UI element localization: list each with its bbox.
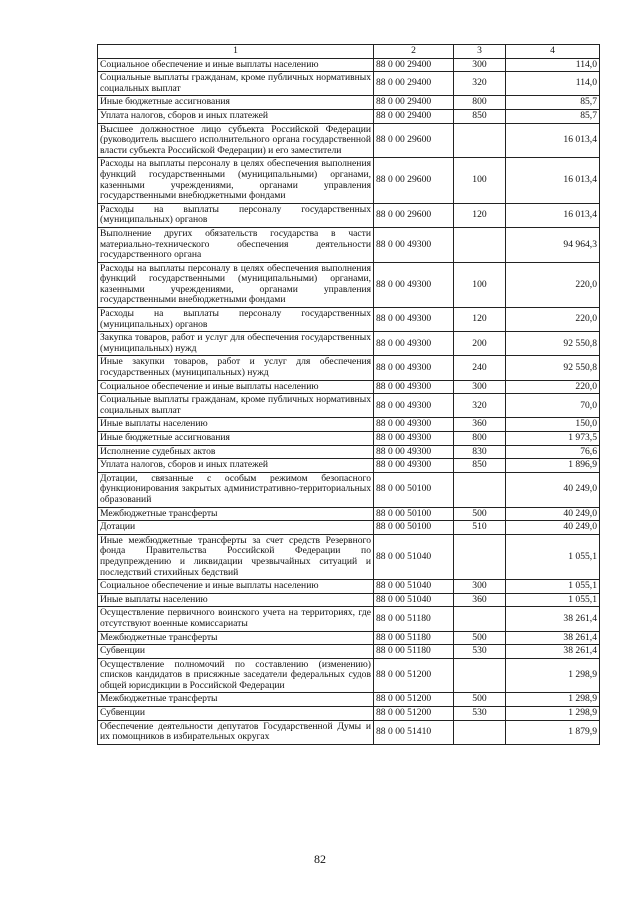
target-code: 88 0 00 51180 — [374, 607, 454, 631]
expense-type: 360 — [454, 418, 506, 432]
table-row — [98, 380, 600, 394]
expense-type: 530 — [454, 707, 506, 721]
header-col-3: 3 — [454, 45, 506, 59]
amount: 16 013,4 — [506, 158, 600, 203]
item-name: Социальные выплаты гражданам, кроме публичных нормативных социальных выплат — [98, 394, 374, 418]
item-name: Расходы на выплаты персоналу в целях обеспечения выполнения функций государственными (муниципальными) органами, казенными учреждениями, органами управления государственными внебюджетными фондами — [98, 158, 374, 203]
expense-type — [454, 472, 506, 507]
target-code: 88 0 00 50100 — [374, 472, 454, 507]
item-name: Выполнение других обязательств государства в части материально-технического обеспечения деятельности государственного органа — [98, 227, 374, 262]
amount: 1 055,1 — [506, 593, 600, 607]
item-name: Уплата налогов, сборов и иных платежей — [98, 109, 374, 123]
item-name: Социальное обеспечение и иные выплаты населению — [98, 580, 374, 594]
target-code: 88 0 00 49300 — [374, 418, 454, 432]
target-code: 88 0 00 29600 — [374, 123, 454, 158]
expense-type: 300 — [454, 380, 506, 394]
target-code: 88 0 00 49300 — [374, 227, 454, 262]
target-code: 88 0 00 50100 — [374, 521, 454, 535]
item-name: Иные закупки товаров, работ и услуг для обеспечения государственных (муниципальных) нужд — [98, 356, 374, 380]
expense-type: 320 — [454, 394, 506, 418]
expense-type: 850 — [454, 459, 506, 473]
item-name: Высшее должностное лицо субъекта Российской Федерации (руководитель высшего исполнительного органа государственной власти субъекта Российской Федерации) и его заместители — [98, 123, 374, 158]
expense-type: 120 — [454, 308, 506, 332]
header-col-1: 1 — [98, 45, 374, 59]
amount: 1 298,9 — [506, 658, 600, 693]
table-row — [98, 645, 600, 659]
table-row — [98, 262, 600, 307]
amount: 16 013,4 — [506, 123, 600, 158]
target-code: 88 0 00 29600 — [374, 158, 454, 203]
item-name: Обеспечение деятельности депутатов Государственной Думы и их помощников в избирательных округах — [98, 720, 374, 744]
table-row — [98, 58, 600, 72]
header-col-4: 4 — [506, 45, 600, 59]
amount: 38 261,4 — [506, 645, 600, 659]
target-code: 88 0 00 51410 — [374, 720, 454, 744]
expense-type: 240 — [454, 356, 506, 380]
expense-type: 300 — [454, 580, 506, 594]
target-code: 88 0 00 51180 — [374, 631, 454, 645]
item-name: Иные бюджетные ассигнования — [98, 432, 374, 446]
item-name: Осуществление полномочий по составлению (изменению) списков кандидатов в присяжные заседатели федеральных судов общей юрисдикции в Российской Федерации — [98, 658, 374, 693]
item-name: Уплата налогов, сборов и иных платежей — [98, 459, 374, 473]
amount: 40 249,0 — [506, 472, 600, 507]
target-code: 88 0 00 51180 — [374, 645, 454, 659]
table-row — [98, 96, 600, 110]
amount: 1 973,5 — [506, 432, 600, 446]
amount: 38 261,4 — [506, 631, 600, 645]
target-code: 88 0 00 29400 — [374, 109, 454, 123]
item-name: Исполнение судебных актов — [98, 445, 374, 459]
table-row — [98, 707, 600, 721]
item-name: Субвенции — [98, 707, 374, 721]
item-name: Социальное обеспечение и иные выплаты населению — [98, 58, 374, 72]
table-row — [98, 631, 600, 645]
amount: 92 550,8 — [506, 332, 600, 356]
expense-type: 530 — [454, 645, 506, 659]
item-name: Межбюджетные трансферты — [98, 693, 374, 707]
page-number: 82 — [314, 852, 326, 866]
amount: 70,0 — [506, 394, 600, 418]
item-name: Социальное обеспечение и иные выплаты населению — [98, 380, 374, 394]
target-code: 88 0 00 51200 — [374, 693, 454, 707]
item-name: Межбюджетные трансферты — [98, 507, 374, 521]
amount: 220,0 — [506, 262, 600, 307]
amount: 1 055,1 — [506, 580, 600, 594]
amount: 85,7 — [506, 109, 600, 123]
item-name: Иные выплаты населению — [98, 593, 374, 607]
expense-type: 510 — [454, 521, 506, 535]
target-code: 88 0 00 49300 — [374, 332, 454, 356]
expense-type: 850 — [454, 109, 506, 123]
item-name: Расходы на выплаты персоналу государственных (муниципальных) органов — [98, 308, 374, 332]
amount: 1 055,1 — [506, 534, 600, 579]
amount: 220,0 — [506, 380, 600, 394]
expense-type: 830 — [454, 445, 506, 459]
expense-type — [454, 227, 506, 262]
target-code: 88 0 00 50100 — [374, 507, 454, 521]
amount: 1 879,9 — [506, 720, 600, 744]
item-name: Иные межбюджетные трансферты за счет средств Резервного фонда Правительства Российской Федерации по предупреждению и ликвидации чрезвычайных ситуаций и последствий стихийных бедствий — [98, 534, 374, 579]
amount: 38 261,4 — [506, 607, 600, 631]
table-row — [98, 720, 600, 744]
expense-type: 800 — [454, 432, 506, 446]
target-code: 88 0 00 49300 — [374, 445, 454, 459]
amount: 40 249,0 — [506, 521, 600, 535]
table-row — [98, 72, 600, 96]
expense-type: 500 — [454, 693, 506, 707]
table-row — [98, 472, 600, 507]
target-code: 88 0 00 29600 — [374, 203, 454, 227]
table-row — [98, 607, 600, 631]
target-code: 88 0 00 49300 — [374, 380, 454, 394]
table-row — [98, 445, 600, 459]
table-row — [98, 593, 600, 607]
table-row — [98, 459, 600, 473]
item-name: Закупка товаров, работ и услуг для обеспечения государственных (муниципальных) нужд — [98, 332, 374, 356]
item-name: Осуществление первичного воинского учета на территориях, где отсутствуют военные комиссариаты — [98, 607, 374, 631]
header-col-2: 2 — [374, 45, 454, 59]
target-code: 88 0 00 49300 — [374, 459, 454, 473]
expense-type — [454, 123, 506, 158]
target-code: 88 0 00 29400 — [374, 72, 454, 96]
table-row — [98, 693, 600, 707]
table-row — [98, 227, 600, 262]
table-row — [98, 580, 600, 594]
target-code: 88 0 00 51040 — [374, 593, 454, 607]
target-code: 88 0 00 51040 — [374, 534, 454, 579]
target-code: 88 0 00 51040 — [374, 580, 454, 594]
budget-table — [97, 44, 600, 745]
expense-type: 100 — [454, 262, 506, 307]
expense-type — [454, 658, 506, 693]
amount: 92 550,8 — [506, 356, 600, 380]
item-name: Расходы на выплаты персоналу государственных (муниципальных) органов — [98, 203, 374, 227]
table-row — [98, 356, 600, 380]
expense-type: 300 — [454, 58, 506, 72]
table-row — [98, 418, 600, 432]
table-row — [98, 534, 600, 579]
table-row — [98, 521, 600, 535]
amount: 114,0 — [506, 58, 600, 72]
table-row — [98, 308, 600, 332]
amount: 16 013,4 — [506, 203, 600, 227]
header-row — [98, 45, 600, 59]
table-row — [98, 203, 600, 227]
target-code: 88 0 00 51200 — [374, 658, 454, 693]
target-code: 88 0 00 51200 — [374, 707, 454, 721]
table-row — [98, 432, 600, 446]
expense-type: 800 — [454, 96, 506, 110]
item-name: Иные бюджетные ассигнования — [98, 96, 374, 110]
table-row — [98, 332, 600, 356]
expense-type: 120 — [454, 203, 506, 227]
item-name: Дотации, связанные с особым режимом безопасного функционирования закрытых административно-территориальных образований — [98, 472, 374, 507]
item-name: Социальные выплаты гражданам, кроме публичных нормативных социальных выплат — [98, 72, 374, 96]
amount: 94 964,3 — [506, 227, 600, 262]
item-name: Иные выплаты населению — [98, 418, 374, 432]
amount: 1 298,9 — [506, 707, 600, 721]
amount: 114,0 — [506, 72, 600, 96]
amount: 85,7 — [506, 96, 600, 110]
target-code: 88 0 00 49300 — [374, 432, 454, 446]
expense-type: 200 — [454, 332, 506, 356]
table-row — [98, 394, 600, 418]
target-code: 88 0 00 49300 — [374, 308, 454, 332]
amount: 150,0 — [506, 418, 600, 432]
table-row — [98, 123, 600, 158]
target-code: 88 0 00 29400 — [374, 58, 454, 72]
amount: 1 896,9 — [506, 459, 600, 473]
table-body — [98, 45, 600, 745]
target-code: 88 0 00 29400 — [374, 96, 454, 110]
expense-type: 500 — [454, 507, 506, 521]
item-name: Субвенции — [98, 645, 374, 659]
expense-type — [454, 607, 506, 631]
expense-type — [454, 720, 506, 744]
target-code: 88 0 00 49300 — [374, 394, 454, 418]
item-name: Расходы на выплаты персоналу в целях обеспечения выполнения функций государственными (муниципальными) органами, казенными учреждениями, органами управления государственными внебюджетными фондами — [98, 262, 374, 307]
item-name: Межбюджетные трансферты — [98, 631, 374, 645]
amount: 1 298,9 — [506, 693, 600, 707]
expense-type: 100 — [454, 158, 506, 203]
table-row — [98, 158, 600, 203]
table-row — [98, 109, 600, 123]
amount: 40 249,0 — [506, 507, 600, 521]
item-name: Дотации — [98, 521, 374, 535]
table-row — [98, 658, 600, 693]
target-code: 88 0 00 49300 — [374, 262, 454, 307]
amount: 220,0 — [506, 308, 600, 332]
expense-type — [454, 534, 506, 579]
target-code: 88 0 00 49300 — [374, 356, 454, 380]
amount: 76,6 — [506, 445, 600, 459]
expense-type: 320 — [454, 72, 506, 96]
expense-type: 360 — [454, 593, 506, 607]
expense-type: 500 — [454, 631, 506, 645]
table-row — [98, 507, 600, 521]
